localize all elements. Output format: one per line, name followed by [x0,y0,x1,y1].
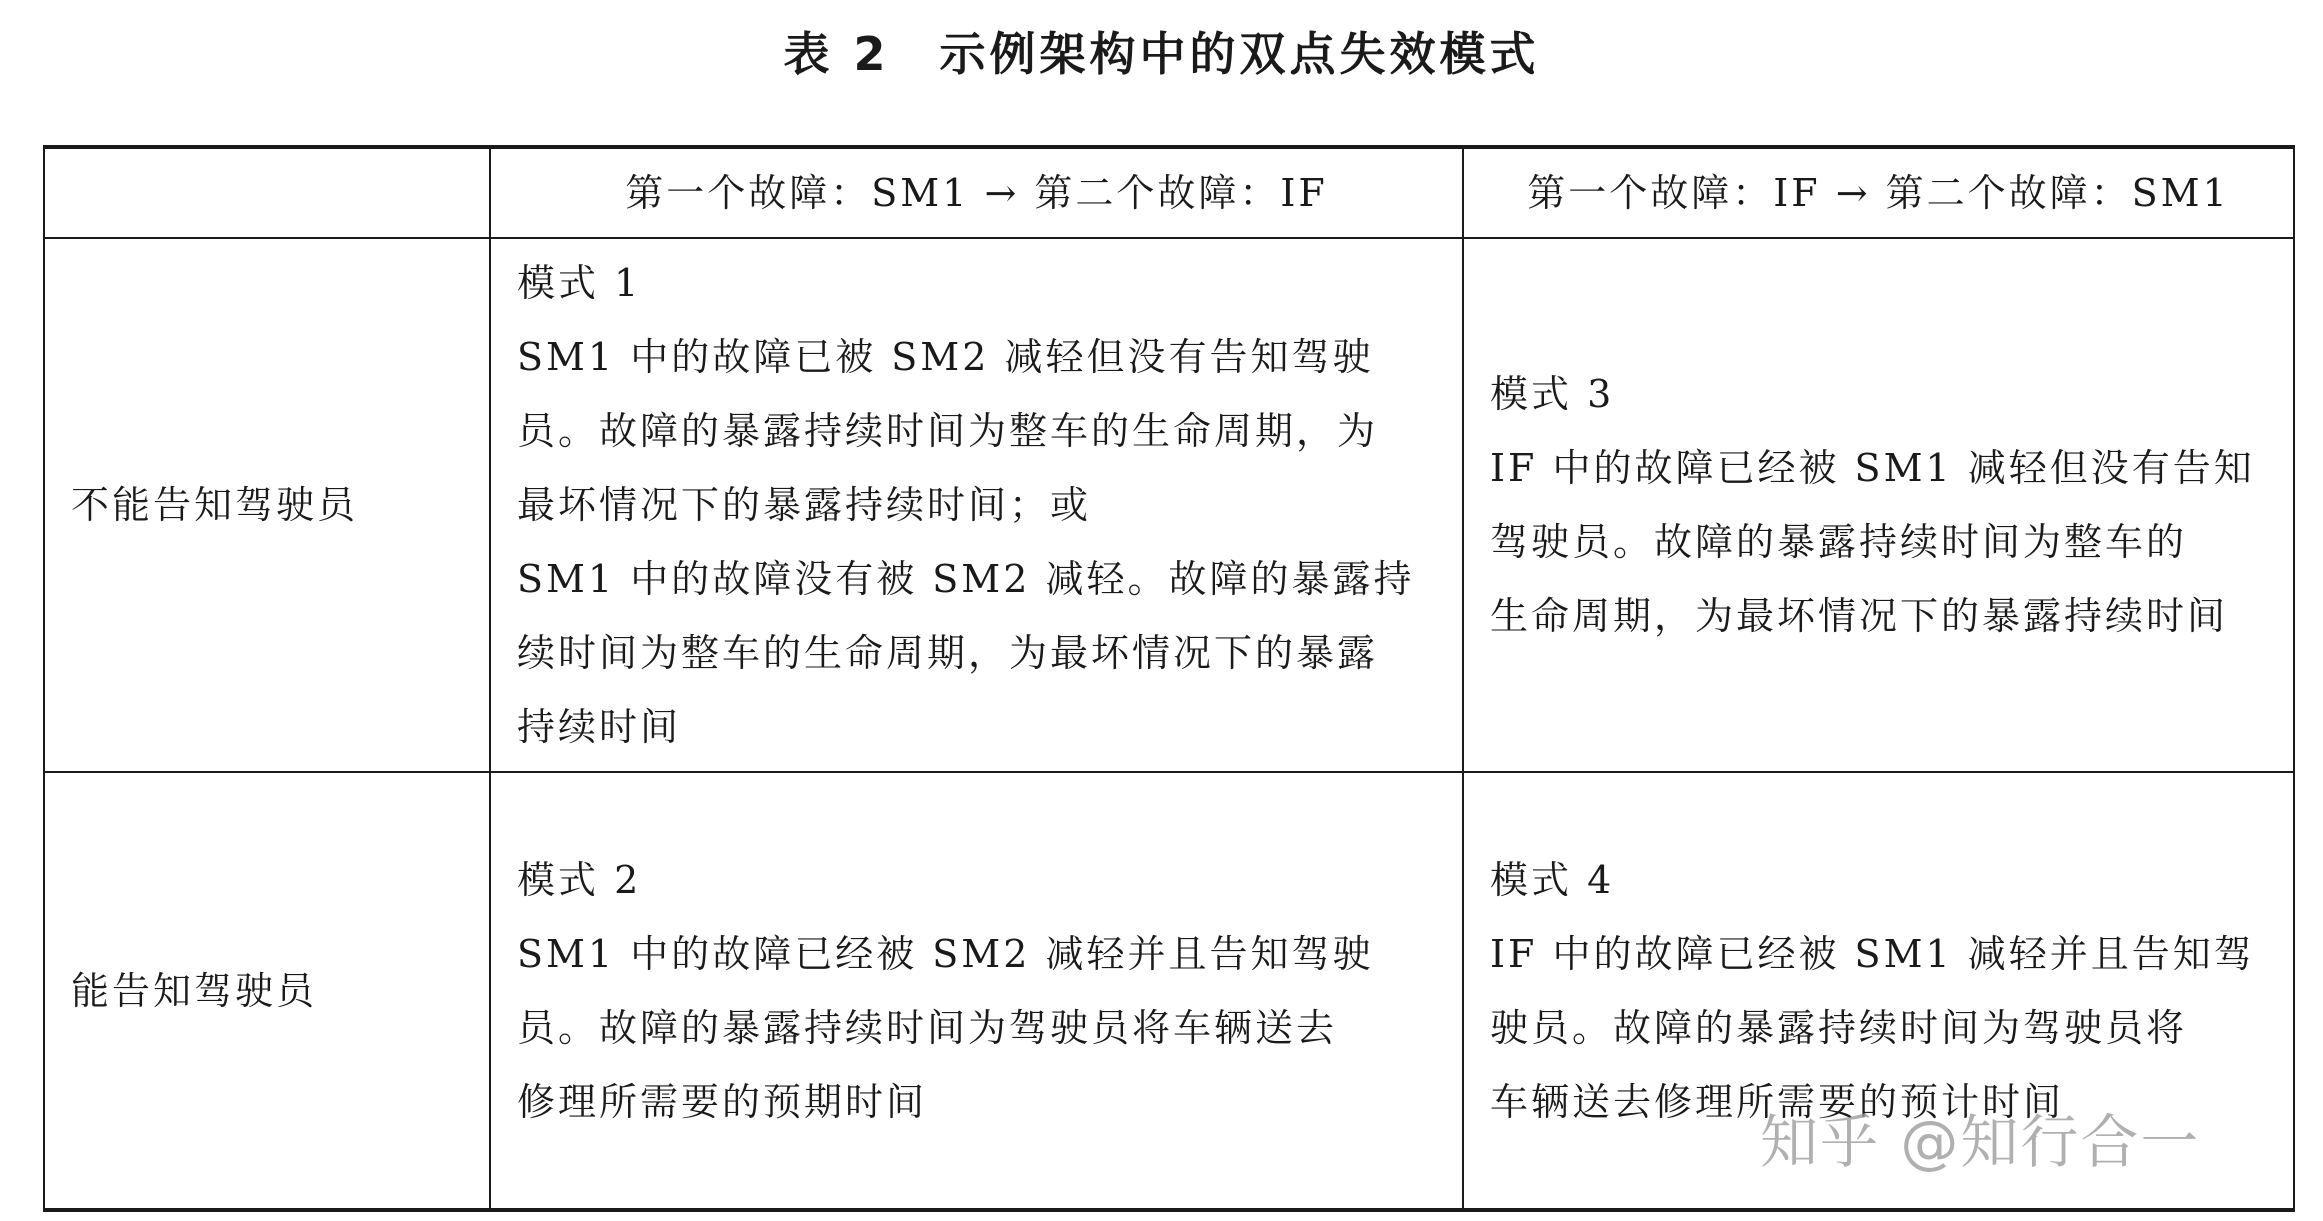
mode-2-text-line: 修理所需要的预期时间 [517,1079,928,1124]
header-cell-empty [44,147,490,238]
cell-mode-2 [490,772,1463,1210]
mode-3-text-line: 驾驶员。故障的暴露持续时间为整车的 [1490,520,2188,564]
mode-1-text-line: SM1 中的故障已被 SM2 减轻但没有告知驾驶 [517,335,1374,379]
mode-1-title: 模式 1 [517,261,642,305]
watermark: 知乎 @知行合一 [1760,1108,2201,1176]
failure-mode-table [43,145,2295,1212]
mode-3-text-line: 生命周期，为最坏情况下的暴露持续时间 [1490,594,2229,638]
header-cell-sm1-then-if: 第一个故障：SM1 → 第二个故障：IF [490,147,1463,238]
mode-4-text-line: 车辆送去修理所需要的预计时间 [1490,1079,2065,1124]
mode-1-text-line: 员。故障的暴露持续时间为整车的生命周期，为 [517,409,1379,453]
mode-2-text-line: SM1 中的故障已经被 SM2 减轻并且告知驾驶 [517,931,1374,976]
mode-3-title: 模式 3 [1490,372,1615,416]
mode-1-text-line: SM1 中的故障没有被 SM2 减轻。故障的暴露持 [517,557,1415,601]
mode-4-text-line: IF 中的故障已经被 SM1 减轻并且告知驾 [1490,931,2255,976]
cell-mode-3 [1463,238,2294,772]
cell-mode-1 [490,238,1463,772]
mode-1-text-line: 续时间为整车的生命周期，为最坏情况下的暴露 [517,631,1379,675]
table-header-row [44,147,2294,238]
header-cell-if-then-sm1: 第一个故障：IF → 第二个故障：SM1 [1463,147,2294,238]
table-row-cannot-notify [44,238,2294,772]
table-caption: 表 2 示例架构中的双点失效模式 [783,27,1540,81]
mode-3-text-line: IF 中的故障已经被 SM1 减轻但没有告知 [1490,446,2255,490]
mode-1-text-line: 持续时间 [517,705,682,749]
mode-2-title: 模式 2 [517,857,642,902]
mode-4-text-line: 驶员。故障的暴露持续时间为驾驶员将 [1490,1005,2188,1050]
mode-2-text-line: 员。故障的暴露持续时间为驾驶员将车辆送去 [517,1005,1338,1050]
row-label-can-notify-driver: 能告知驾驶员 [44,772,490,1210]
row-label-cannot-notify-driver: 不能告知驾驶员 [44,238,490,772]
mode-4-title: 模式 4 [1490,857,1615,902]
mode-1-text-line: 最坏情况下的暴露持续时间；或 [517,483,1092,527]
